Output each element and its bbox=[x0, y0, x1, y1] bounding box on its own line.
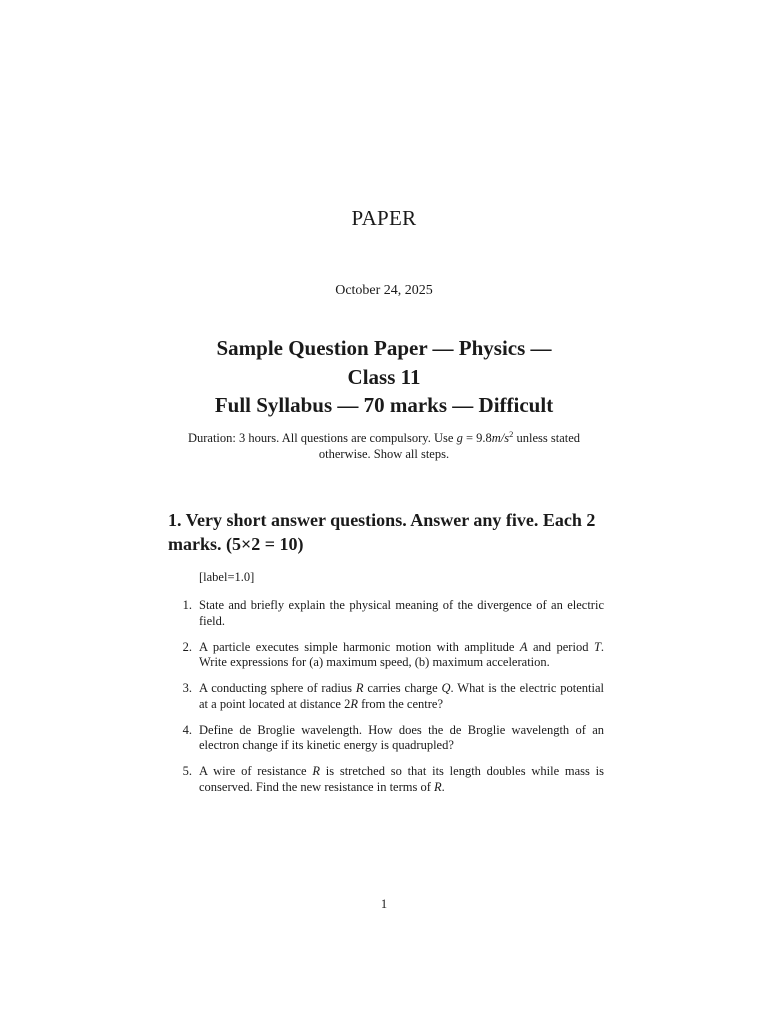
question-text-segment: State and briefly explain the physical meaning of the divergence of an electric field. bbox=[199, 598, 604, 628]
math-variable: R bbox=[355, 681, 364, 695]
question-number bbox=[168, 764, 199, 795]
math-variable: R bbox=[434, 779, 442, 794]
math-variable: A bbox=[519, 639, 528, 654]
question-number bbox=[168, 723, 199, 754]
question-number bbox=[168, 681, 199, 712]
instructions-text-2: = 9.8 bbox=[462, 431, 492, 446]
question-list bbox=[168, 598, 604, 806]
instructions-text-3: unless stated otherwise. Show all steps. bbox=[318, 431, 581, 462]
question-text-segment: . Write expressions for (a) maximum speed, (b) maximum acceleration. bbox=[199, 639, 605, 669]
question-text bbox=[199, 723, 604, 754]
question-text bbox=[199, 764, 604, 795]
question-text bbox=[199, 598, 604, 629]
question-item bbox=[168, 640, 604, 671]
document-title: PAPER bbox=[351, 206, 417, 230]
question-number-label: 1. bbox=[182, 598, 192, 612]
question-number bbox=[168, 640, 199, 671]
question-text bbox=[199, 681, 604, 712]
math-variable: T bbox=[593, 639, 601, 654]
question-item bbox=[168, 598, 604, 629]
question-text-segment: Define de Broglie wavelength. How does the de Broglie wavelength of an electron change if its kinetic energy is quadrupled? bbox=[199, 722, 604, 752]
exam-instructions bbox=[170, 426, 598, 462]
question-item bbox=[168, 723, 604, 754]
page-number: 1 bbox=[380, 897, 388, 911]
math-variable: R bbox=[312, 764, 320, 778]
question-text-segment: carries charge bbox=[363, 681, 442, 695]
question-text-segment: from the centre? bbox=[357, 696, 444, 711]
question-number bbox=[168, 598, 199, 629]
math-unit: m/s bbox=[491, 431, 510, 446]
instructions-text-1: Duration: 3 hours. All questions are compulsory. Use bbox=[187, 431, 457, 446]
question-item bbox=[168, 764, 604, 795]
question-text-segment: . bbox=[441, 779, 445, 794]
math-variable: R bbox=[350, 696, 358, 711]
question-text-segment: is stretched so that its length doubles while mass is conserved. Find the new resistance in terms of bbox=[199, 764, 604, 794]
question-text-segment: A particle executes simple harmonic motion with amplitude bbox=[199, 639, 520, 654]
question-text-segment: . What is the electric potential at a point located at distance 2 bbox=[199, 681, 604, 711]
paper-heading-line-2: Class 11 bbox=[347, 364, 421, 389]
question-text-segment: A wire of resistance bbox=[199, 764, 313, 778]
question-number-label: 2. bbox=[182, 639, 192, 654]
question-number-label: 3. bbox=[182, 681, 192, 695]
math-g: g bbox=[456, 431, 463, 446]
question-text bbox=[199, 640, 604, 671]
paper-heading bbox=[160, 334, 608, 420]
question-item bbox=[168, 681, 604, 712]
paper-heading-line-3: Full Syllabus — 70 marks — Difficult bbox=[214, 393, 554, 417]
math-variable: Q bbox=[441, 681, 451, 695]
question-number-label: 4. bbox=[182, 722, 192, 737]
section-heading: 1. Very short answer questions. Answer any five. Each 2 marks. (5×2 = 10) bbox=[168, 510, 596, 554]
question-text-segment: and period bbox=[527, 639, 594, 654]
document-date: October 24, 2025 bbox=[335, 283, 433, 298]
label-note: [label=1.0] bbox=[199, 570, 255, 584]
question-text-segment: A conducting sphere of radius bbox=[199, 681, 356, 695]
paper-heading-line-1: Sample Question Paper — Physics — bbox=[216, 336, 552, 360]
math-superscript: 2 bbox=[509, 429, 514, 439]
question-number-label: 5. bbox=[182, 764, 192, 778]
